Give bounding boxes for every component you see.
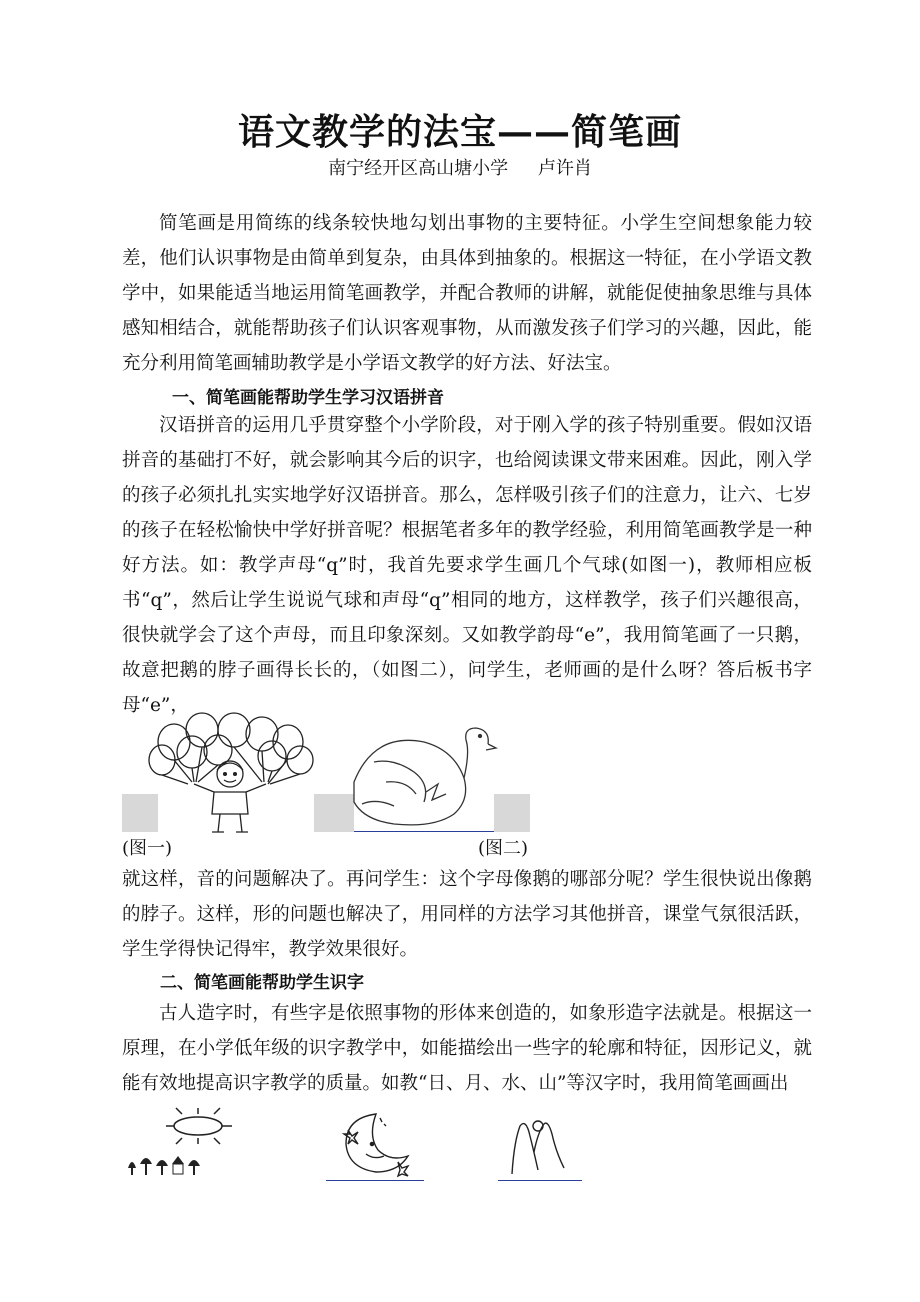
swan-figure [314, 722, 536, 834]
author-school: 南宁经开区高山塘小学 [328, 158, 509, 179]
figure1-caption: (图一) [122, 838, 173, 859]
section2-paragraph: 古人造字时，有些字是依照事物的形体来创造的，如象形造字法就是。根据这一原理，在小学低年级的识字教学中，如能描绘出一些字的轮廓和特征，因形记义，就能有效地提高识字教学的质量。如教“日、月、水、山”等汉字时，我用简笔画画出 [122, 1003, 812, 1094]
figure2-caption: (图二) [478, 838, 529, 859]
section2-heading: 二、简笔画能帮助学生识字 [160, 973, 364, 993]
balloons-child-figure [122, 712, 322, 836]
figure2-underline [354, 831, 494, 832]
section1-paragraph: 汉语拼音的运用几乎贯穿整个小学阶段，对于刚入学的孩子特别重要。假如汉语拼音的基础打不好，就会影响其今后的识字，也给阅读课文带来困难。因此，刚入学的孩子必须扎扎实实地学好汉语拼音。那么，怎样吸引孩子们的注意力，让六、七岁的孩子在轻松愉快中学好拼音呢？根据笔者多年的教学经验，利用简笔画教学是一种好方法。如：教学声母“q”时，我首先要求学生画几个气球(如图一)，教师相应板书“q”，然后让学生说说气球和声母“q”相同的地方，这样教学，孩子们兴趣很高，很快就学会了这个声母，而且印象深刻。又如教学韵母“e”，我用简笔画了一只鹅，故意把鹅的脖子画得长长的，（如图二），问学生，老师画的是什么呀？答后板书字母“e”， [122, 415, 812, 716]
moon-figure [326, 1110, 426, 1178]
mountain-underline [498, 1180, 582, 1181]
section1-paragraph-continued: 就这样，音的问题解决了。再问学生：这个字母像鹅的哪部分呢？学生很快说出像鹅的脖子。这样，形的问题也解决了，用同样的方法学习其他拼音，课堂气氛很活跃，学生学得快记得牢，教学效果很好。 [122, 869, 812, 960]
section1-heading: 一、简笔画能帮助学生学习汉语拼音 [172, 388, 444, 408]
moon-underline [326, 1180, 424, 1181]
sun-figure [122, 1104, 238, 1180]
author-line [0, 154, 920, 180]
document-title: 语文教学的法宝——简笔画 [237, 111, 682, 153]
author-name: 卢许肖 [537, 158, 592, 179]
intro-paragraph: 简笔画是用简练的线条较快地勾划出事物的主要特征。小学生空间想象能力较差，他们认识事物是由简单到复杂，由具体到抽象的。根据这一特征，在小学语文教学中，如果能适当地运用简笔画教学，并配合教师的讲解，就能促使抽象思维与具体感知相结合，就能帮助孩子们认识客观事物，从而激发孩子们学习的兴趣，因此，能充分利用简笔画辅助教学是小学语文教学的好方法、好法宝。 [122, 213, 812, 374]
mountain-figure [498, 1112, 584, 1178]
